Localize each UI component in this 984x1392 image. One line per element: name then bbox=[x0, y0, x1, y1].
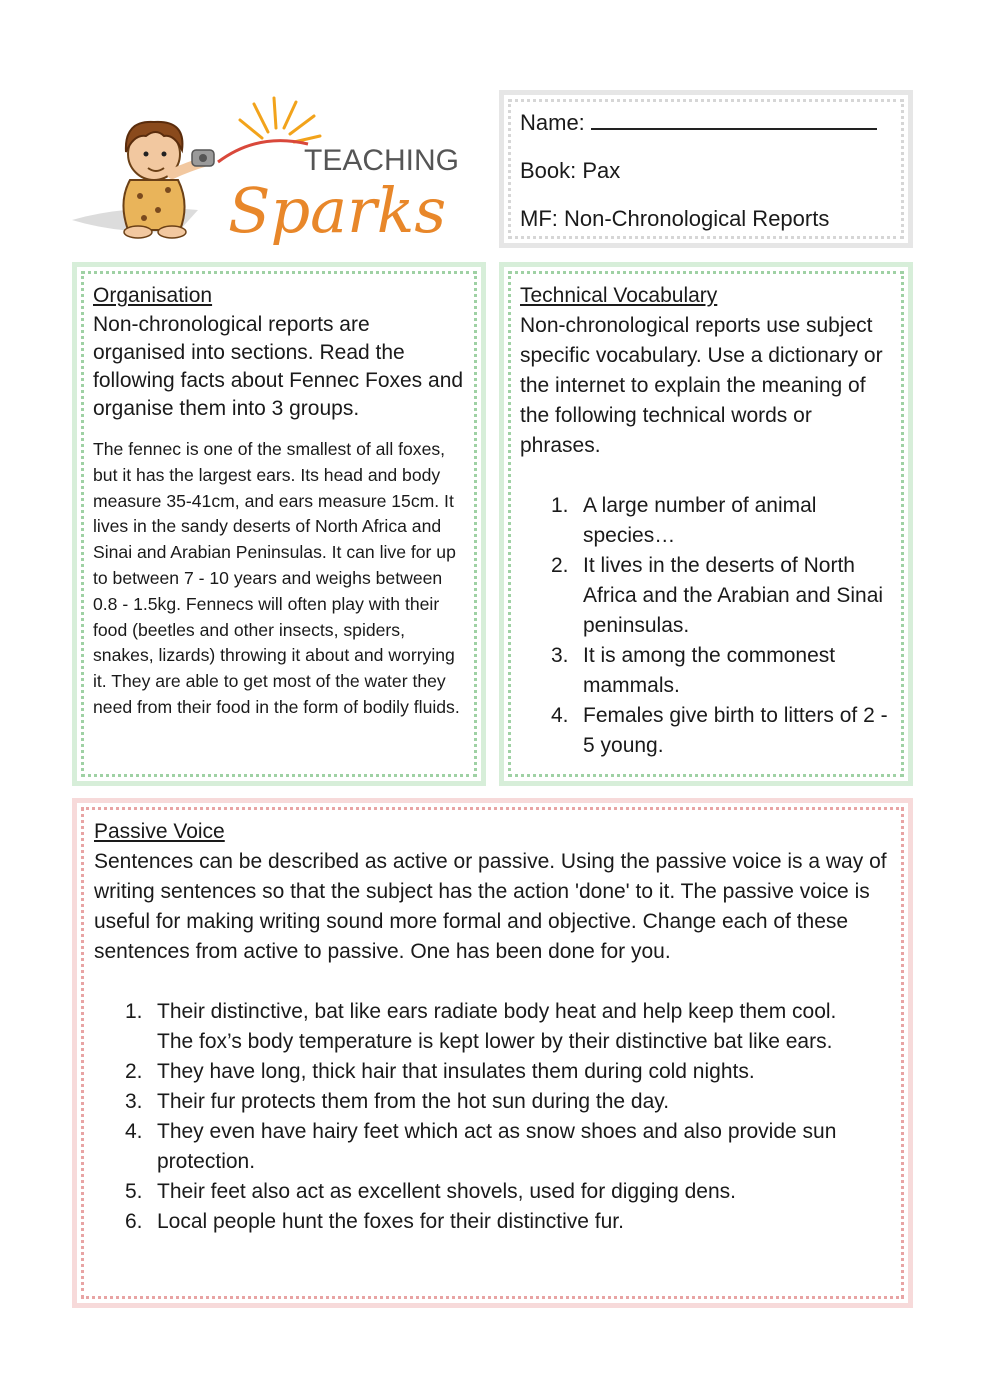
list-number: 4. bbox=[551, 704, 569, 727]
name-field[interactable] bbox=[520, 99, 908, 147]
list-number: 2. bbox=[125, 1060, 143, 1083]
teaching-sparks-logo bbox=[68, 92, 458, 247]
example-answer: The fox’s body temperature is kept lower by their distinctive bat like ears. bbox=[157, 1030, 833, 1053]
list-number: 5. bbox=[125, 1180, 143, 1203]
book-label: Book: Pax bbox=[520, 158, 621, 183]
list-number: 3. bbox=[551, 644, 569, 667]
vocabulary-heading: Technical Vocabulary bbox=[520, 284, 718, 307]
list-number: 2. bbox=[551, 554, 569, 577]
technical-vocabulary-box bbox=[499, 262, 913, 786]
list-text: Local people hunt the foxes for their distinctive fur. bbox=[157, 1210, 624, 1233]
list-item bbox=[551, 551, 892, 641]
vocabulary-intro: Non-chronological reports use subject specific vocabulary. Use a dictionary or the internet to explain the meaning of the following technical words or phrases. bbox=[520, 314, 883, 457]
list-text: Females give birth to litters of 2 - 5 young. bbox=[583, 704, 888, 757]
list-number: 1. bbox=[125, 1000, 143, 1023]
list-item bbox=[125, 1207, 892, 1237]
logo-sparks-text: Sparks bbox=[228, 174, 447, 247]
passive-voice-box bbox=[72, 798, 913, 1308]
list-item bbox=[125, 1117, 892, 1177]
fennec-facts-text: The fennec is one of the smallest of all foxes, but it has the largest ears. Its head and body measure 35-41cm, and ears measure 15cm. It lives in the sandy deserts of North Africa and Sinai and Arabian Peninsulas. It can live for up to between 7 - 10 years and weighs between 0.8 - 1.5kg. Fennecs will often play with their food (beetles and other insects, spiders, snakes, lizards) throwing it about and worrying it. They are able to get most of the water they need from their food in the form of bodily fluids. bbox=[93, 439, 460, 717]
name-input-line[interactable] bbox=[591, 110, 877, 130]
mf-label: MF: Non-Chronological Reports bbox=[520, 206, 830, 231]
list-text: It lives in the deserts of North Africa and the Arabian and Sinai peninsulas. bbox=[583, 554, 884, 637]
list-text: Their distinctive, bat like ears radiate body heat and help keep them cool. bbox=[157, 1000, 837, 1023]
list-item bbox=[125, 1087, 892, 1117]
list-number: 6. bbox=[125, 1210, 143, 1233]
passive-heading: Passive Voice bbox=[94, 820, 225, 843]
organisation-box bbox=[72, 262, 486, 786]
organisation-intro: Non-chronological reports are organised into sections. Read the following facts about Fennec Foxes and organise them into 3 groups. bbox=[93, 313, 464, 420]
list-item bbox=[551, 701, 892, 761]
list-text: Their fur protects them from the hot sun during the day. bbox=[157, 1090, 670, 1113]
list-text: It is among the commonest mammals. bbox=[583, 644, 836, 697]
passive-intro: Sentences can be described as active or passive. Using the passive voice is a way of writing sentences so that the subject has the action 'done' to it. The passive voice is useful for making writing sound more formal and objective. Change each of these sentences from active to passive. One has been done for you. bbox=[94, 850, 887, 963]
list-item bbox=[551, 641, 892, 701]
list-number: 4. bbox=[125, 1120, 143, 1143]
caveman-mascot-icon bbox=[68, 92, 458, 247]
passive-list bbox=[94, 997, 892, 1237]
name-label: Name: bbox=[520, 110, 585, 135]
vocabulary-list bbox=[520, 491, 892, 761]
list-number: 1. bbox=[551, 494, 569, 517]
student-info-box bbox=[499, 90, 913, 248]
list-number: 3. bbox=[125, 1090, 143, 1113]
list-text: They even have hairy feet which act as snow shoes and also provide sun protection. bbox=[157, 1120, 837, 1173]
list-text: Their feet also act as excellent shovels, used for digging dens. bbox=[157, 1180, 736, 1203]
list-text: They have long, thick hair that insulates them during cold nights. bbox=[157, 1060, 755, 1083]
list-text: A large number of animal species… bbox=[583, 494, 817, 547]
logo-teaching-text: TEACHING bbox=[304, 144, 458, 177]
organisation-heading: Organisation bbox=[93, 284, 213, 307]
list-item bbox=[125, 1057, 892, 1087]
list-item bbox=[125, 1177, 892, 1207]
list-item bbox=[125, 997, 892, 1057]
list-item bbox=[551, 491, 892, 551]
